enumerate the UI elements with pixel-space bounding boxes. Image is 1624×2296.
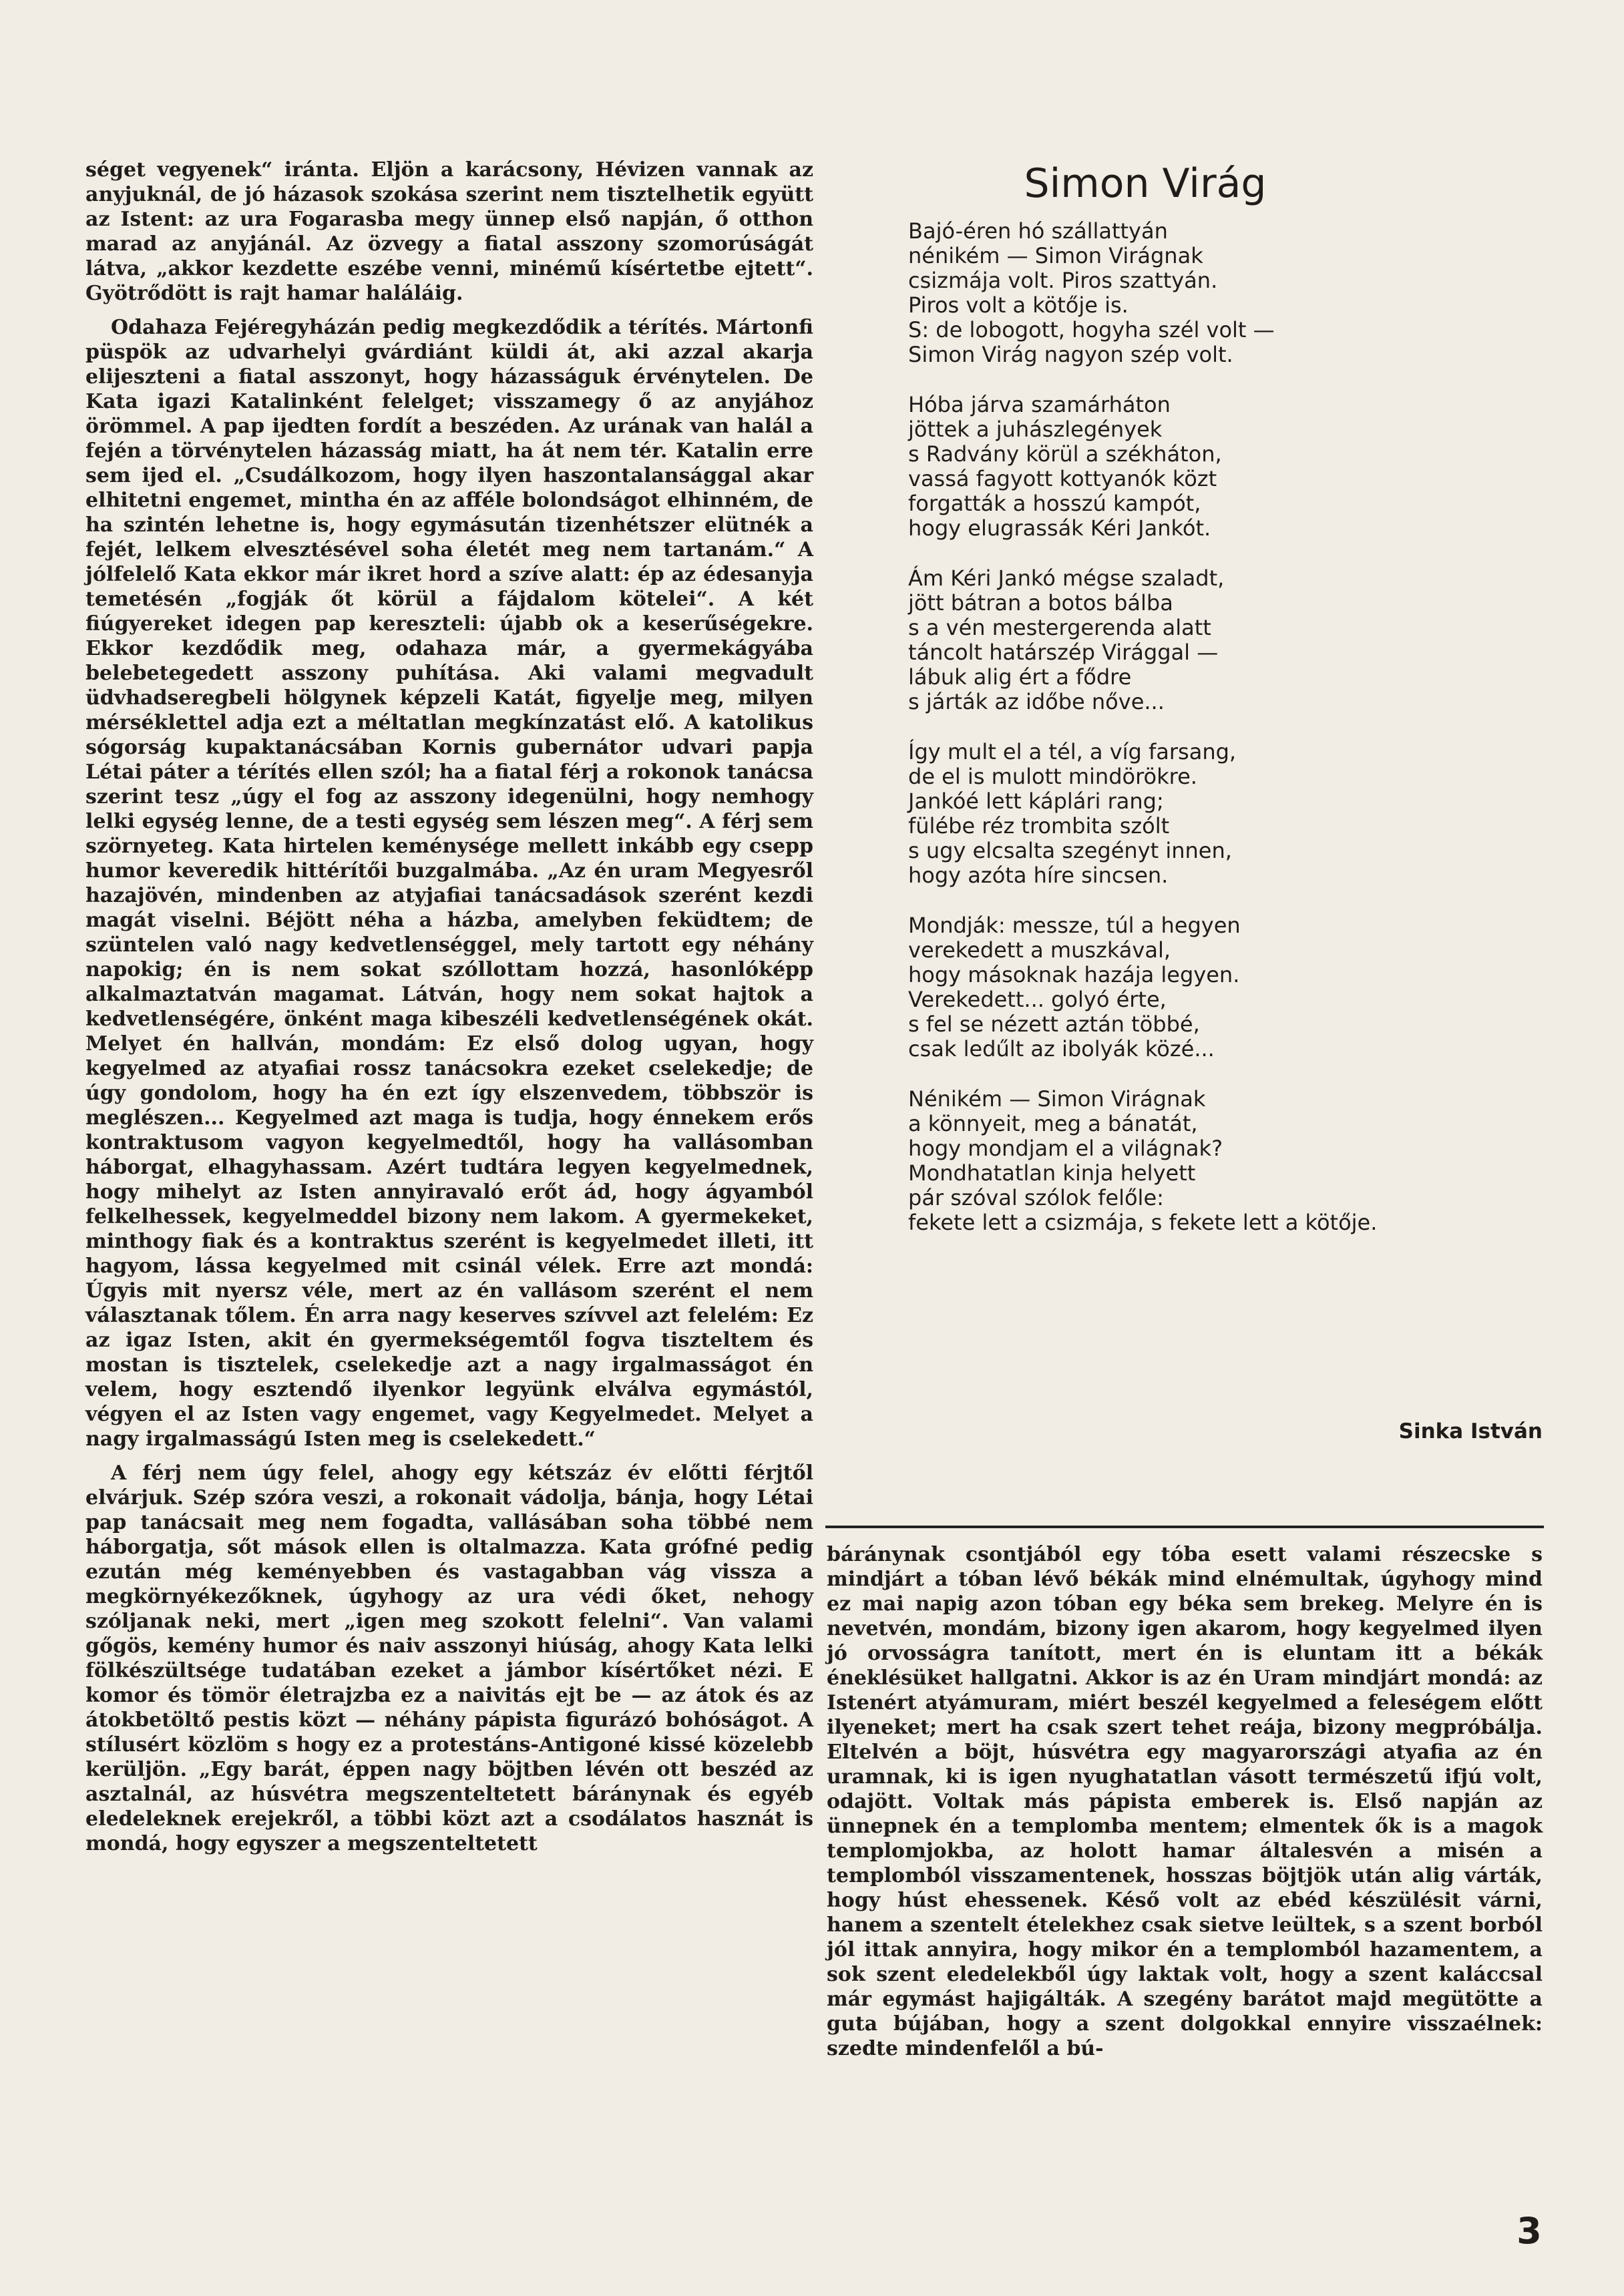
poem-line: jöttek a juhászlegények bbox=[908, 417, 1163, 442]
poem-line: pár szóval szólok felőle: bbox=[908, 1185, 1164, 1210]
poem-line: s Radvány körül a székháton, bbox=[908, 441, 1222, 467]
poem-stanza-3 bbox=[908, 566, 1549, 714]
poem-line: de el is mulott mindörökre. bbox=[908, 764, 1197, 789]
poem-line: csizmája volt. Piros szattyán. bbox=[908, 268, 1218, 293]
poem-author: Sinka István bbox=[1398, 1419, 1543, 1443]
poem-line: vassá fagyott kottyanók közt bbox=[908, 466, 1217, 491]
poem-line: forgatták a hosszú kampót, bbox=[908, 491, 1201, 516]
poem-line: Bajó-éren hó szállattyán bbox=[908, 218, 1168, 244]
poem-line: hogy mondjam el a világnak? bbox=[908, 1136, 1223, 1161]
poem-line: nénikém — Simon Virágnak bbox=[908, 243, 1203, 268]
poem-line: hogy másoknak hazája legyen. bbox=[908, 962, 1240, 987]
poem-line: S: de lobogott, hogyha szél volt — bbox=[908, 317, 1275, 342]
poem-line: s ugy elcsalta szegényt innen, bbox=[908, 838, 1232, 863]
poem-stanza-4 bbox=[908, 740, 1549, 888]
poem-line: Így mult el a tél, a víg farsang, bbox=[908, 739, 1237, 764]
poem-line: Jankóé lett káplári rang; bbox=[908, 788, 1164, 814]
left-paragraph-2: Odahaza Fejéregyházán pedig megkezdődik a térítés. Mártonfi püspök az udvarhelyi gvárdiánt küldi át, aki azzal akarja elijeszteni a fiatal asszonyt, hogy házasságuk érvénytelen. De Kata igazi Katalinként felelget; visszamegy ő az anyjához örömmel. A pap ijedten fordít a beszéden. Az urának van halál a fején a törvénytelen házasság miatt, ha át nem tér. Katalin erre sem ijed el. „Csudálkozom, hogy ilyen haszontalansággal akar elhitetni engemet, mintha én az afféle bolondságot elhinném, de ha szintén lehetne is, hogy egymásután tizenhétszer elütnék a fejét, lelkem elvesztésével soha életét meg nem tartanám.“ A jólfelelő Kata ekkor már ikret hord a szíve alatt: ép az édesanyja temetésén „fogják őt körül a fájdalom kötelei“. A két fiúgyereket idegen pap kereszteli: újabb ok a keserűségekre. Ekkor kezdődik meg, odahaza már, a gyermekágyába belebetegedett asszony puhítása. Aki valami megvadult üdvhadseregbeli hölgynek képzeli Katát, figyelje meg, milyen mérséklettel adja ezt a méltatlan megkínzatást elő. A katolikus sógorság kupaktanácsában Kornis gubernátor udvari papja Létai páter a térítés ellen szól; ha a fiatal férj a rokonok tanácsa szerint tesz „úgy el fog az asszony idegenülni, hogy nemhogy lelki egység lenne, de a testi egység sem lészen meg“. A férj sem szörnyeteg. Kata hirtelen keménysége mellett inkább egy csepp humor keveredik hittérítői buzgalmába. „Az én uram Megyesről hazajövén, mindenben az atyjafiai tanácsadások szerént kezdi magát viselni. Béjött néha a házba, amelyben feküdtem; de szüntelen való nagy kedvetlenséggel, mely tartott egy néhány napokig; én is nem sokat szóllottam hozzá, hasonlóképp alkalmaztatván magamat. Látván, hogy nem sokat hajtok a kedvetlenségére, önként maga kibeszéli kedvetlenségének okát. Melyet én hallván, mondám: Ez első dolog ugyan, hogy kegyelmed az atyafiai rossz tanácsokra ezeket cselekedje; de úgy gondolom, hogy ha én ezt így elszenvedem, többször is meglészen... Kegyelmed azt maga is tudja, hogy énnekem erős kontraktusom vagyon kegyelmedtől, hogy ha vallásomban háborgat, elhagyhassam. Azért tudtára legyen kegyelmednek, hogy mihelyt az Isten annyiravaló erőt ád, hogy ágyamból felkelhessek, kegyelmeddel bizony nem lakom. A gyermekeket, minthogy fiak és a kontraktus szerént is kegyelmedet illeti, itt hagyom, lássa kegyelmed mit csinál vélek. Erre azt mondá: Úgyis mit nyersz véle, mert az én vallásom szerént el nem választanak tőlem. Én arra nagy keserves szívvel azt felelém: Ez az igaz Isten, akit én gyermekségemtől fogva tiszteltem és mostan is tisztelek, cselekedje azt a nagy irgalmasságot én velem, hogy esztendő ilyenkor legyünk elválva egymástól, végyen el az Isten vagy engemet, vagy Kegyelmedet. Melyet a nagy irgalmasságú Isten meg is cselekedett.“ bbox=[85, 316, 813, 1451]
poem-line: Simon Virág nagyon szép volt. bbox=[908, 342, 1233, 367]
poem-line: a könnyeit, meg a bánatát, bbox=[908, 1111, 1198, 1136]
poem-line: csak ledűlt az ibolyák közé... bbox=[908, 1036, 1215, 1062]
poem-line: hogy azóta híre sincsen. bbox=[908, 863, 1169, 888]
page-number: 3 bbox=[1516, 2210, 1542, 2252]
poem-stanza-5 bbox=[908, 913, 1549, 1062]
poem-line: Mondják: messze, túl a hegyen bbox=[908, 913, 1241, 938]
poem-stanza-1 bbox=[908, 219, 1549, 367]
poem-line: táncolt határszép Virággal — bbox=[908, 640, 1219, 665]
poem-line: fülébe réz trombita szólt bbox=[908, 813, 1170, 839]
poem-line: s járták az időbe nőve... bbox=[908, 689, 1165, 714]
section-divider bbox=[825, 1526, 1544, 1528]
poem-line: fekete lett a csizmája, s fekete lett a kötője. bbox=[908, 1210, 1378, 1235]
poem-line: Piros volt a kötője is. bbox=[908, 292, 1129, 318]
right-paragraph: báránynak csontjából egy tóba esett valami részecske s mindjárt a tóban lévő békák mind elnémultak, úgyhogy mind ez mai napig azon tóban egy béka sem brekeg. Melyre én is nevetvén, mondám, bizony igen akarom, hogy kegyelmed ilyen jó orvosságra tanított, mert én is eluntam itt a békák éneklésüket hallgatni. Akkor is az én Uram mindjárt mondá: az Istenért atyámuram, miért beszél kegyelmed a feleségem előtt ilyeneket; mert ha csak szert tehet reája, bizony megpróbálja. Eltelvén a böjt, húsvétra egy magyarországi atyafia az én uramnak, ki is igen nyughatatlan vásott természetű ifjú volt, odajött. Voltak más pápista emberek is. Első napján az ünnepnek én a templomba mentem; elmentek ők is a magok templomjokba, az holott hamar általesvén a misén a templomból visszamentenek, hosszas böjtjök után alig várták, hogy húst ehessenek. Késő volt az ebéd készülésit várni, hanem a szentelt ételekhez csak sietve leültek, s a szent borból jól ittak annyira, hogy mikor én a templomból hazamentem, a sok szent eledelekből úgy laktak volt, hogy a szent kaláccsal már egymást hajigálták. A szegény barátot majd megütötte a guta bújában, hogy a szent dolgokkal ennyire visszaélnek: szedte mindenfelől a bú- bbox=[827, 1543, 1543, 2060]
poem-line: Mondhatatlan kinja helyett bbox=[908, 1160, 1196, 1186]
poem-body bbox=[908, 219, 1549, 1260]
poem-line: Nénikém — Simon Virágnak bbox=[908, 1086, 1206, 1112]
poem-stanza-6 bbox=[908, 1087, 1549, 1235]
poem-stanza-2 bbox=[908, 393, 1549, 541]
poem-line: Verekedett... golyó érte, bbox=[908, 987, 1167, 1012]
left-paragraph-3: A férj nem úgy felel, ahogy egy kétszáz év előtti férjtől elvárjuk. Szép szóra veszi, a rokonait vádolja, bánja, hogy Létai pap tanácsait meg nem fogadta, vallásában soha többé nem háborgatja, sőt mások ellen is oltalmazza. Kata grófné pedig ezután még keményebben és vastagabban vág vissza a megkörnyékezőknek, úgyhogy az ura védi őket, nehogy szóljanak neki, mert „igen meg szokott felelni“. Van valami gőgös, kemény humor és naiv asszonyi hiúság, ahogy Kata lelki fölkészültsége tudatában ezeket a jámbor kísértőket nézi. E komor és tömör életrajzba ez a naivitás ejt be — az átok és az átokbetöltő pestis közt — néhány pápista figurázó bohóságot. A stílusért közlöm s hogy ez a protestáns-Antigoné kissé közelebb kerüljön. „Egy barát, éppen nagy böjtben lévén ott beszéd az asztalnál, az húsvétra megszenteltetett báránynak és egyéb eledeleknek erejekről, a többi közt azt a csodálatos hasznát is mondá, hogy egyszer a megszenteltetett bbox=[85, 1461, 813, 1855]
poem-line: s fel se nézett aztán többé, bbox=[908, 1011, 1200, 1037]
poem-title: Simon Virág bbox=[1024, 160, 1267, 207]
poem-line: hogy elugrassák Kéri Jankót. bbox=[908, 515, 1211, 541]
right-column bbox=[827, 1542, 1543, 2061]
poem-line: Hóba járva szamárháton bbox=[908, 392, 1171, 417]
poem-line: jött bátran a botos bálba bbox=[908, 590, 1173, 616]
poem-line: Ám Kéri Jankó mégse szaladt, bbox=[908, 565, 1225, 591]
left-paragraph-1: séget vegyenek“ iránta. Eljön a karácsony, Hévizen vannak az anyjuknál, de jó házasok szokása szerint nem tisztelhetik együtt az Istent: az ura Fogarasba megy ünnep első napján, ő otthon marad az anyjánál. Az özvegy a fiatal asszony szomorúságát látva, „akkor kezdette eszébe venni, minémű kísértetbe ejtett“. Gyötrődött is rajt hamar haláláig. bbox=[85, 158, 813, 305]
left-column bbox=[85, 158, 813, 1856]
poem-line: verekedett a muszkával, bbox=[908, 937, 1171, 963]
poem-line: lábuk alig ért a fődre bbox=[908, 664, 1132, 690]
poem-line: s a vén mestergerenda alatt bbox=[908, 615, 1211, 640]
